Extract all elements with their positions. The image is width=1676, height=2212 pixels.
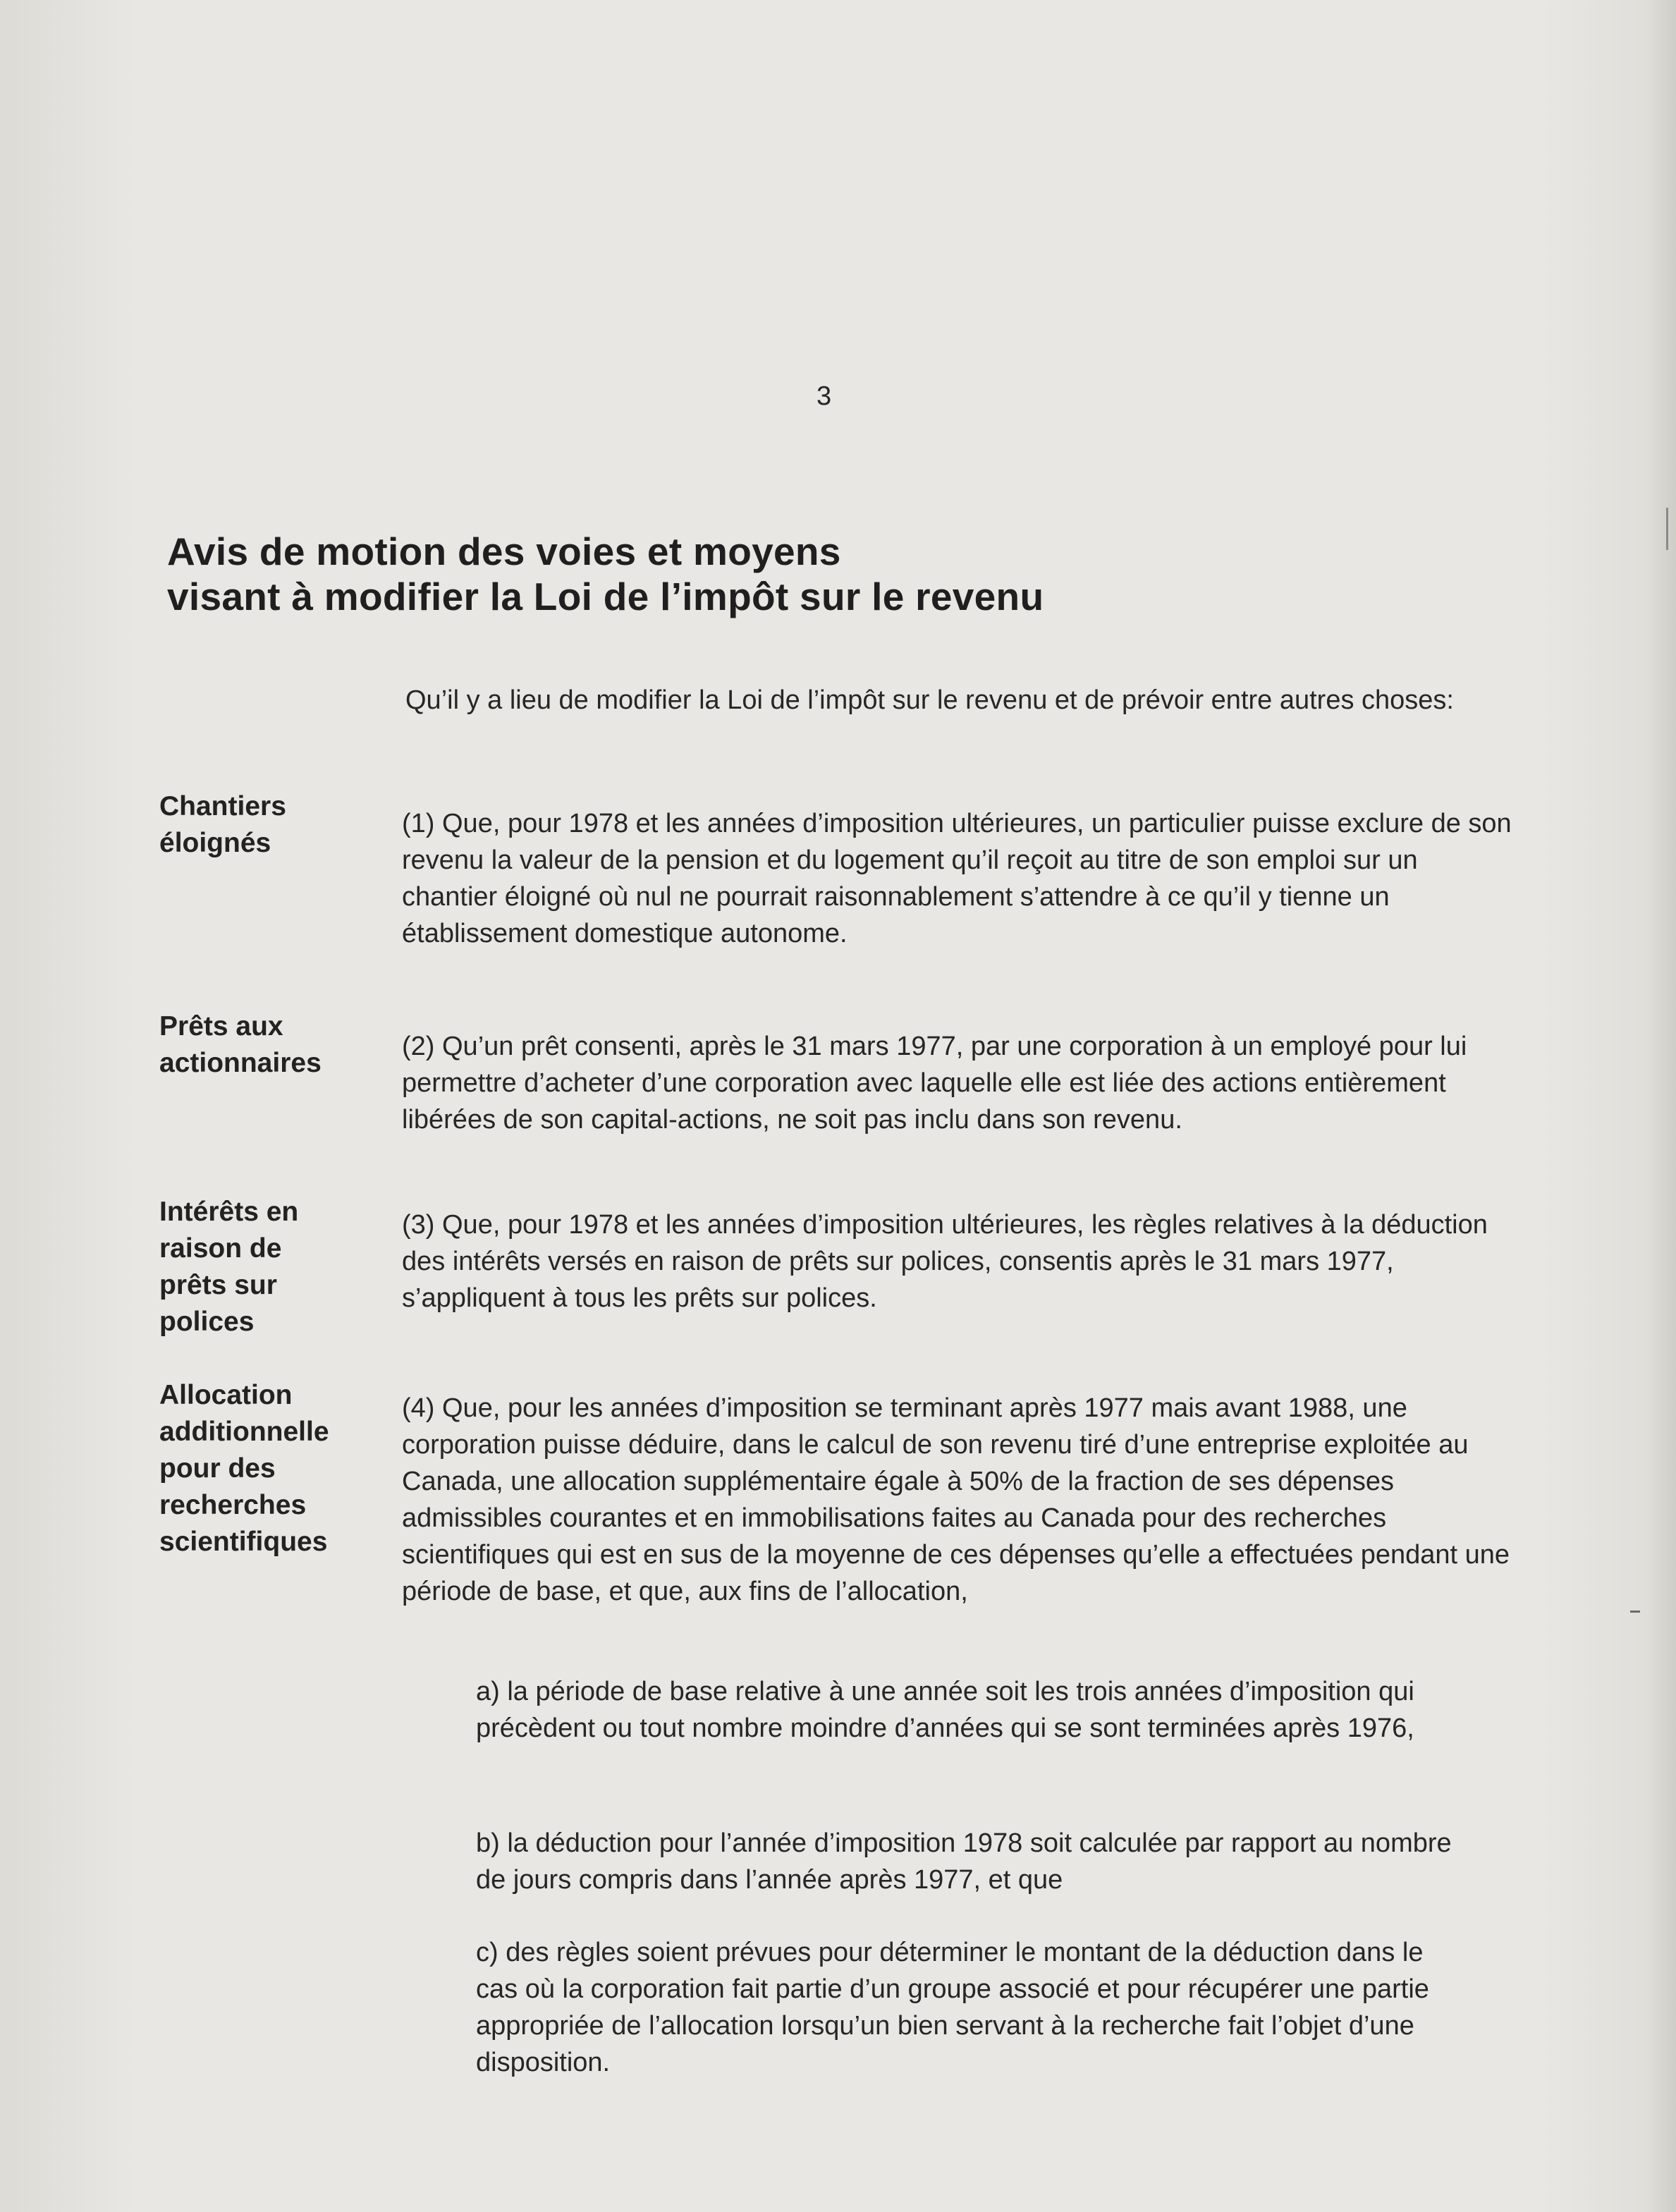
section-paragraph: (4) Que, pour les années d’imposition se terminant après 1977 mais avant 1988, une corporation puisse déduire, dans le calcul de son revenu tiré d’une entreprise exploitée au Canada, une allocation supplémentaire égale à 50% de la fraction de ses dépenses admissibles courantes et en immobilisations faites au Canada pour des recherches scientifiques qui est en sus de la moyenne de ces dépenses qu’elle a effectuées pendant une période de base, et que, aux fins de l’allocation, [402,1393,1510,1606]
page-title [167,529,1507,619]
section-paragraph: (2) Qu’un prêt consenti, après le 31 mars 1977, par une corporation à un employé pour lui permettre d’acheter d’une corporation avec laquelle elle est liée des actions entièrement libérées de son capital-actions, ne soit pas inclu dans son revenu. [402,1032,1467,1135]
section-paragraph: (1) Que, pour 1978 et les années d’imposition ultérieures, un particulier puisse exclure de son revenu la valeur de la pension et du logement qu’il reçoit au titre de son emploi sur un chantier éloigné où nul ne pourrait raisonnablement s’attendre à ce qu’il y tienne un établissement domestique autonome. [402,809,1512,948]
list-item-b: b) la déduction pour l’année d’imposition 1978 soit calculée par rapport au nombre de jours compris dans l’année après 1977, et que [476,1828,1452,1895]
intro-paragraph: Qu’il y a lieu de modifier la Loi de l’impôt sur le revenu et de prévoir entre autres choses: [405,685,1454,715]
section-paragraph: (3) Que, pour 1978 et les années d’imposition ultérieures, les règles relatives à la déduction des intérêts versés en raison de prêts sur polices, consentis après le 31 mars 1977, s’appliquent à tous les prêts sur polices. [402,1210,1488,1313]
list-item-a: a) la période de base relative à une année soit les trois années d’imposition qui précèdent ou tout nombre moindre d’années qui se sont terminées après 1976, [476,1677,1414,1743]
scan-mark [1666,508,1668,550]
margin-label: Allocation additionnelle pour des recherches scientifiques [159,1380,329,1557]
title-line-2: visant à modifier la Loi de l’impôt sur le revenu [167,575,1044,618]
margin-label: Prêts aux actionnaires [159,1011,322,1078]
margin-label: Chantiers éloignés [159,791,286,858]
title-line-1: Avis de motion des voies et moyens [167,530,841,573]
list-item-c: c) des règles soient prévues pour déterminer le montant de la déduction dans le cas où la corporation fait partie d’un groupe associé et pour récupérer une partie appropriée de l’allocation lorsqu’un bien servant à la recherche fait l’objet d’une disposition. [476,1938,1429,2077]
page-edge-shadow [1648,0,1676,2212]
margin-label: Intérêts en raison de prêts sur polices [159,1197,299,1337]
scan-mark [1630,1611,1640,1613]
page-number: 3 [816,381,832,411]
